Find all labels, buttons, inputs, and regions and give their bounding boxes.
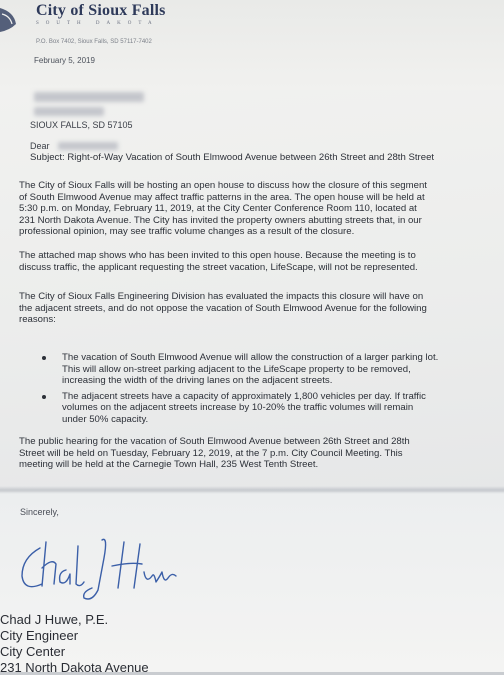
list-item <box>20 352 504 387</box>
paragraph-line: of South Elmwood Avenue may affect traffic patterns in the area. The open house will be held at <box>19 191 425 203</box>
paragraph-attached-map <box>19 250 504 273</box>
paragraph-line: 231 North Dakota Avenue. The City has invited the property owners abutting streets that, in our <box>19 214 422 226</box>
signer-title: City Engineer <box>0 628 79 643</box>
signer-address: 231 North Dakota Avenue <box>0 660 149 675</box>
list-item <box>20 391 504 426</box>
redacted-salutation-name <box>58 142 118 150</box>
paragraph-line: 5:30 p.m. on Monday, February 11, 2019, at the City Center Conference Room 110, located at <box>19 203 417 214</box>
signer-organization: City Center <box>0 644 66 659</box>
paragraph-line: Street will be held on Tuesday, February 12, 2019, at the 7 p.m. City Council Meeting. This <box>19 447 403 459</box>
paragraph-line: The attached map shows who has been invited to this open house. Because the meeting is to <box>19 250 416 261</box>
paper-fold-shadow <box>0 486 504 494</box>
letterhead-city-name: City of Sioux Falls <box>36 2 166 19</box>
list-item-line: This will allow on-street parking adjacent to the LifeScape property to be removed, <box>62 363 411 375</box>
closing: Sincerely, <box>20 507 59 517</box>
list-item-line: volumes on the adjacent streets increase by 10-20% the traffic volumes will remain <box>62 402 414 413</box>
paragraph-open-house <box>19 180 504 238</box>
paragraph-line: The public hearing for the vacation of South Elmwood Avenue between 26th Street and 28th <box>19 436 410 447</box>
handwritten-signature <box>12 528 182 606</box>
letter-date: February 5, 2019 <box>34 56 95 65</box>
signer-name: Chad J Huwe, P.E. <box>0 612 109 627</box>
list-item-line: The adjacent streets have a capacity of approximately 1,800 vehicles per day. If traffic <box>62 390 426 402</box>
city-seal-icon <box>0 4 22 34</box>
redacted-recipient-address <box>34 107 104 116</box>
salutation: Dear <box>30 141 50 151</box>
reasons-list <box>20 352 504 429</box>
paragraph-public-hearing <box>19 436 504 471</box>
bullet-icon <box>42 395 46 399</box>
list-item-line: increasing the width of the driving lanes on the adjacent streets. <box>62 375 333 386</box>
letterhead-po-box: P.O. Box 7402, Sioux Falls, SD 57117-7402 <box>36 39 152 45</box>
paragraph-line: professional opinion, may see traffic volume changes as a result of the closure. <box>19 226 355 237</box>
redacted-recipient-name <box>34 92 144 102</box>
letter-subject: Subject: Right-of-Way Vacation of South Elmwood Avenue between 26th Street and 28th Street <box>30 152 435 163</box>
list-item-line: under 50% capacity. <box>62 413 149 425</box>
paragraph-line: The City of Sioux Falls will be hosting an open house to discuss how the closure of this segment <box>19 180 427 191</box>
list-item-line: The vacation of South Elmwood Avenue will allow the construction of a larger parking lot. <box>62 352 439 363</box>
recipient-city-line: SIOUX FALLS, SD 57105 <box>30 120 133 130</box>
paragraph-line: meeting will be held at the Carnegie Town Hall, 235 West Tenth Street. <box>19 459 319 470</box>
paragraph-line: The City of Sioux Falls Engineering Division has evaluated the impacts this closure will have on <box>19 291 424 302</box>
paragraph-line: the adjacent streets, and do not oppose the vacation of South Elmwood Avenue for the following <box>19 302 427 314</box>
paragraph-line: reasons: <box>19 314 56 325</box>
paragraph-engineering-evaluation <box>19 291 504 326</box>
letterhead-state-name: SOUTH DAKOTA <box>36 21 159 26</box>
paragraph-line: discuss traffic, the applicant requesting the street vacation, LifeScape, will not be represented. <box>19 261 418 273</box>
bullet-icon <box>42 356 46 360</box>
